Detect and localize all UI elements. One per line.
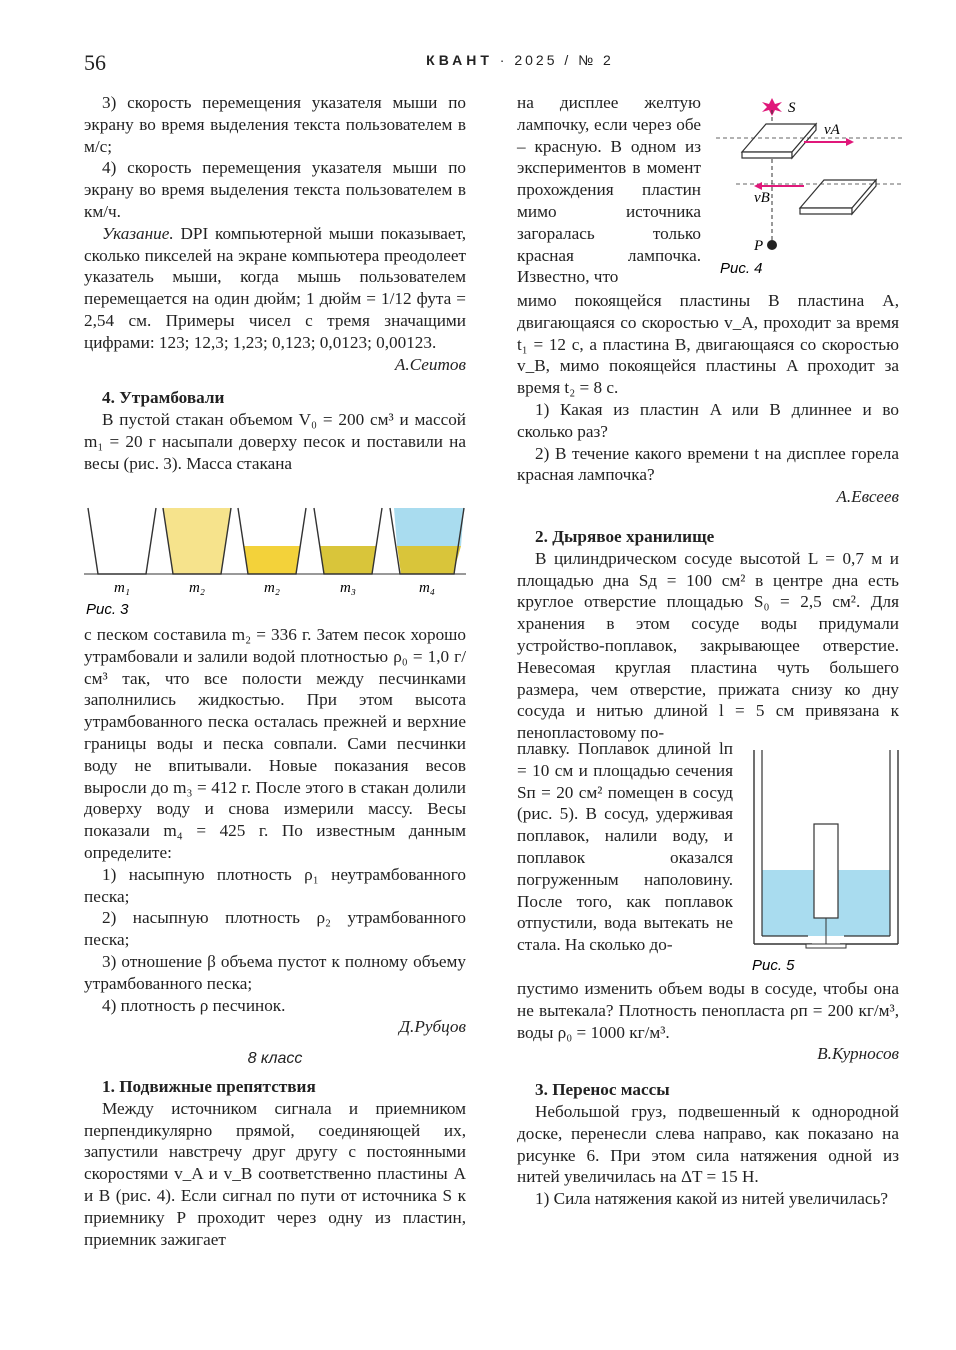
page-number: 56 [84, 50, 106, 75]
problem-4-q1: 1) насыпную плотность ρ₁ неутрамбованного песка; [84, 864, 466, 906]
label-m3: m₃ [339, 580, 357, 596]
label-S: S [788, 100, 796, 116]
label-m1: m₁ [113, 580, 131, 596]
problem-4-q2: 2) насыпную плотность ρ₂ утрамбованного песка; [84, 908, 466, 950]
left-column-top [84, 92, 466, 475]
glass-compacted-fill [244, 546, 300, 574]
glass-wet-fill [320, 546, 376, 574]
journal-header [360, 52, 680, 68]
figure-5 [748, 744, 904, 976]
author-evseev: А.Евсеев [836, 487, 899, 507]
problem-8-3-title: 3. Перенос массы [535, 1080, 670, 1100]
problem-4-q3: 3) отношение β объема пустот к полному объему утрамбованного песка; [84, 951, 466, 993]
right-column-narrow [517, 92, 701, 288]
problem-4-title: 4. Утрамбовали [102, 388, 225, 408]
problem-8-3-body: Небольшой груз, подвешенный к однородной доске, перенесли слева направо, как показано на рисунке 6. При этом сила натяжения одной из нитей увеличилась на ΔT = 15 Н. [517, 1101, 899, 1187]
left-item-4: 4) скорость перемещения указателя мыши по экрану во время выделения текста пользователем в км/ч. [84, 158, 466, 221]
label-P: P [754, 238, 764, 254]
grade-heading: 8 класс [247, 1050, 303, 1068]
problem-8-2-title: 2. Дырявое хранилище [535, 526, 715, 546]
journal-issue: · 2025 / № 2 [499, 52, 614, 68]
hint-text: DPI компьютерной мыши показывает, сколько пикселей на экране компьютера преодолеет указатель мыши, когда мышь пользователем перемещается на один дюйм; 1 дюйм = 1/12 фута = 2,54 см. Примеры чисел с тремя значащими цифрами: 123; 12,3; 1,23; 0,123; 0,0123; 0,00123. [84, 223, 466, 352]
problem-4-q4: 4) плотность ρ песчинок. [102, 995, 286, 1015]
problem-8-2-float: плавку. Поплавок длиной lп = 10 см и площадью сечения Sп = 20 см² помещен в сосуд (рис. 5). В сосуд, удерживая поплавок, налили воду, и поплавок оказался погруженным наполовину. После того, как поплавок отпустили, вода вытекать не стала. На сколько до- [517, 739, 733, 955]
right-column-bottom [517, 978, 899, 1210]
left-item-3: 3) скорость перемещения указателя мыши по экрану во время выделения текста пользователем в м/с; [84, 93, 466, 156]
figure-4 [716, 92, 902, 278]
label-vA: vA [824, 122, 840, 138]
figure-3 [84, 506, 466, 618]
problem-8-1-body: Между источником сигнала и приемником перпендикулярно прямой, соединяющей их, запустили навстречу друг другу с постоянными скоростями v_A и v_B соответственно пластины A и B (рис. 4). Если сигнал по пути от источника S к приемнику P проходит через одну из пластин, приемник зажигает [84, 1098, 466, 1249]
journal-name: КВАНТ [426, 52, 493, 68]
label-m4: m₄ [418, 580, 436, 596]
problem-8-2-cont: пустимо изменить объем воды в сосуде, чтобы она не вытекала? Плотность пенопласта ρп = 200 кг/м³, воды ρ₀ = 1000 кг/м³. [517, 979, 899, 1042]
label-m2b: m₂ [263, 580, 281, 596]
problem-8-1-cont: на дисплее желтую лампочку, если через обе – красную. В одном из экспериментов в момент прохождения пластин мимо источника загоралась только красная лампочка. Известно, что [517, 93, 701, 287]
problem-8-1-title: 1. Подвижные препятствия [102, 1076, 316, 1096]
left-column-bottom [84, 624, 466, 1250]
right-column-mid [517, 290, 899, 744]
float [814, 824, 838, 918]
problem-8-1-data: мимо покоящейся пластины B пластина A, двигающаяся со скоростью v_A, проходит за время t₁ = 12 с, а пластина B, двигающаяся со скоростью v_B, мимо покоящейся пластины A проходит за время t₂ = 8 с. [517, 291, 899, 398]
arrow-va-head [846, 138, 854, 146]
problem-8-1-q2: 2) В течение какого времени t на дисплее горела красная лампочка? [517, 443, 899, 485]
glass-water-top [394, 508, 464, 546]
label-vB: vB [754, 190, 770, 206]
author-kurnosov: В.Курносов [817, 1044, 899, 1064]
label-m2a: m₂ [188, 580, 206, 596]
glass-empty [88, 508, 156, 574]
problem-4-intro: В пустой стакан объемом V₀ = 200 см³ и массой m₁ = 20 г насыпали доверху песок и поставили на весы (рис. 3). Масса стакана [84, 410, 466, 473]
right-column-narrow-2 [517, 738, 733, 956]
plate [806, 944, 846, 948]
arrow-vb-head [754, 182, 762, 190]
problem-8-3-q1: 1) Сила натяжения какой из нитей увеличилась? [535, 1189, 888, 1209]
hint-paragraph [84, 223, 466, 354]
fig4-caption: Рис. 4 [720, 260, 763, 277]
problem-8-1-q1: 1) Какая из пластин A или B длиннее и во сколько раз? [517, 399, 899, 441]
hint-label: Указание. [102, 223, 174, 243]
author-seitov: А.Сеитов [394, 354, 466, 374]
problem-4-body: с песком составила m₂ = 336 г. Затем песок хорошо утрамбовали и залили водой плотностью ρ₀ = 1,0 г/см³ так, что все полости между песчинками заполнились жидкостью. При этом высота утрамбованного песка осталась прежней и верхние границы воды и песка совпали. Сами песчинки воду не впитывали. Новые показания весов выросли до m₃ = 412 г. После этого в стакан долили доверху воду и снова измерили массу. Весы показали m₄ = 425 г. По известным данным определите: [84, 625, 466, 862]
glass-sand-full-fill [163, 508, 231, 574]
problem-8-2-body: В цилиндрическом сосуде высотой L = 0,7 м и площадью дна Sд = 100 см² в центре дна есть круглое отверстие площадью S₀ = 2,5 см². Для хранения в этом сосуде воды придумали устройство-поплавок, закрывающее отверстие. Невесомая круглая пластина чуть большего размера, чем отверстие, прижата снизу ко дну сосуда и нитью длиной l = 5 см привязана к пенопластовому по- [517, 548, 899, 743]
author-rubtsov: Д.Рубцов [399, 1017, 466, 1037]
fig3-caption: Рис. 3 [86, 601, 129, 618]
glass-water-bottom [397, 546, 461, 574]
receiver-dot [767, 240, 777, 250]
fig5-caption: Рис. 5 [752, 957, 795, 974]
